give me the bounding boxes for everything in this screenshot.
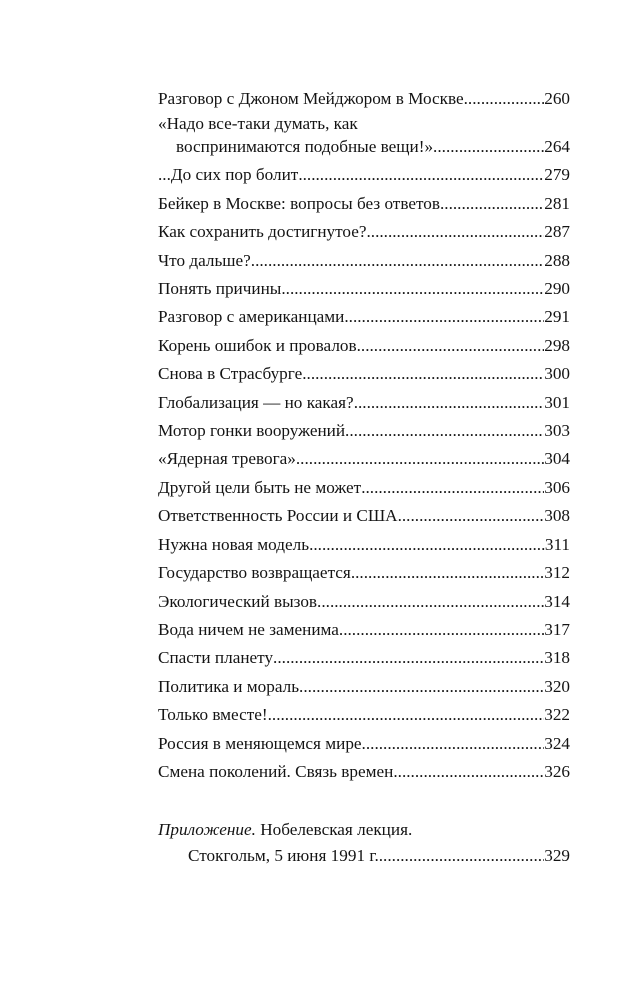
appendix-title-line2: Стокгольм, 5 июня 1991 г. (188, 846, 379, 865)
toc-entry-title: Бейкер в Москве: вопросы без ответов (158, 193, 440, 213)
toc-leader-dots (273, 644, 544, 672)
toc-leader-dots (339, 616, 544, 644)
toc-entry (158, 502, 570, 530)
toc-leader-dots (299, 673, 544, 701)
toc-entry-page: 308 (544, 506, 570, 526)
toc-entry-page: 317 (544, 619, 570, 639)
toc-entry-title: Только вместе! (158, 705, 268, 725)
toc-leader-dots (393, 758, 544, 786)
appendix-label: Приложение. (158, 820, 256, 839)
appendix-page: 329 (544, 846, 570, 865)
appendix-title-line1: Нобелевская лекция. (255, 820, 413, 839)
toc-leader-dots (464, 85, 545, 113)
toc-entry-title: Спасти планету (158, 648, 274, 668)
toc-leader-dots (344, 303, 544, 331)
toc-leader-dots (362, 730, 545, 758)
toc-entry (158, 389, 570, 417)
toc-entry-title-line2-row (158, 135, 570, 159)
toc-entry (158, 474, 570, 502)
toc-entry-title: Что дальше? (158, 250, 251, 270)
toc-entry (158, 559, 570, 587)
toc-entry-page: 322 (544, 705, 570, 725)
toc-entry-list (158, 161, 570, 786)
toc-leader-dots (398, 502, 545, 530)
toc-leader-dots (351, 559, 544, 587)
toc-entry-title: Разговор с Джоном Мейджором в Москве (158, 89, 464, 108)
toc-entry-title: Снова в Страсбурге (158, 364, 303, 384)
toc-entry (158, 758, 570, 786)
toc-entry-title-line1: «Надо все-таки думать, как (158, 114, 358, 134)
toc-leader-dots (251, 247, 544, 275)
toc-entry (158, 588, 570, 616)
toc-leader-dots (440, 190, 544, 218)
toc-entry (158, 247, 570, 275)
toc-entry (158, 701, 570, 729)
toc-entry-title: Как сохранить достигнутое? (158, 222, 367, 242)
toc-entry-title: Россия в меняющемся мире (158, 733, 362, 753)
toc-entry (158, 644, 570, 672)
toc-entry (158, 303, 570, 331)
toc-entry-page: 291 (544, 307, 570, 327)
toc-leader-dots (317, 588, 544, 616)
toc-entry-page: 312 (544, 563, 570, 583)
toc-leader-dots (361, 474, 544, 502)
toc-entry-title: Глобализация — но какая? (158, 392, 354, 412)
toc-entry-page: 260 (544, 89, 570, 108)
toc-entry (158, 531, 570, 559)
toc-entry (158, 332, 570, 360)
toc-leader-dots (379, 843, 544, 869)
toc-entry (158, 85, 570, 113)
toc-entry-title: Политика и мораль (158, 676, 300, 696)
toc-entry-page: 287 (544, 222, 570, 242)
toc-entry-page: 279 (544, 165, 570, 185)
toc-entry-page: 318 (544, 648, 570, 668)
toc-leader-dots (296, 445, 544, 473)
toc-entry-title: Корень ошибок и провалов (158, 335, 357, 355)
toc-entry (158, 190, 570, 218)
toc-leader-dots (281, 275, 544, 303)
appendix-title-line2-row (158, 843, 570, 869)
toc-entry (158, 445, 570, 473)
toc-leader-dots (366, 218, 544, 246)
toc-entry (158, 161, 570, 189)
toc-entry (158, 275, 570, 303)
toc-entry-page: 320 (544, 676, 570, 696)
toc-entry (158, 113, 570, 159)
toc-entry (158, 417, 570, 445)
toc-entry-title-line2: воспринимаются подобные вещи!» (176, 137, 434, 157)
toc-entry-page: 324 (544, 733, 570, 753)
toc-entry-page: 300 (544, 364, 570, 384)
toc-entry-page: 290 (544, 279, 570, 299)
toc-entry-page: 304 (544, 449, 570, 469)
toc-entry-title: Понять причины (158, 279, 282, 299)
toc-entry-title: ...До сих пор болит (158, 165, 299, 185)
toc-entry (158, 360, 570, 388)
toc-entry-title: Мотор гонки вооружений (158, 421, 346, 441)
toc-entry-title: Разговор с американцами (158, 307, 345, 327)
toc-entry-title: Ответственность России и США (158, 506, 398, 526)
toc-entry (158, 673, 570, 701)
toc-leader-dots (302, 360, 544, 388)
toc-leader-dots (309, 531, 545, 559)
toc-entry-page: 301 (544, 392, 570, 412)
toc-entry-page: 298 (544, 335, 570, 355)
toc-leader-dots (268, 701, 545, 729)
toc-entry-title: Смена поколений. Связь времен (158, 761, 394, 781)
appendix-entry (158, 817, 570, 869)
toc-entry-page: 326 (544, 761, 570, 781)
toc-entry-page: 281 (544, 193, 570, 213)
table-of-contents (158, 85, 570, 786)
toc-entry-page: 264 (544, 137, 570, 157)
toc-entry (158, 730, 570, 758)
toc-leader-dots (298, 161, 544, 189)
toc-entry-title: Нужна новая модель (158, 534, 310, 554)
toc-entry-title: Другой цели быть не может (158, 477, 362, 497)
toc-entry-page: 314 (544, 591, 570, 611)
toc-leader-dots (354, 389, 545, 417)
toc-leader-dots (357, 332, 545, 360)
toc-entry-title: Государство возвращается (158, 563, 351, 583)
toc-entry-title: Экологический вызов (158, 591, 318, 611)
toc-entry-title: «Ядерная тревога» (158, 449, 296, 469)
appendix-title-line1-row (158, 817, 570, 843)
toc-entry (158, 218, 570, 246)
toc-entry (158, 616, 570, 644)
toc-entry-page: 311 (544, 534, 570, 554)
toc-entry-page: 288 (544, 250, 570, 270)
toc-entry-title: Вода ничем не заменима (158, 619, 339, 639)
toc-entry-page: 306 (544, 477, 570, 497)
toc-leader-dots (433, 135, 544, 159)
toc-leader-dots (345, 417, 544, 445)
toc-entry-page: 303 (544, 421, 570, 441)
